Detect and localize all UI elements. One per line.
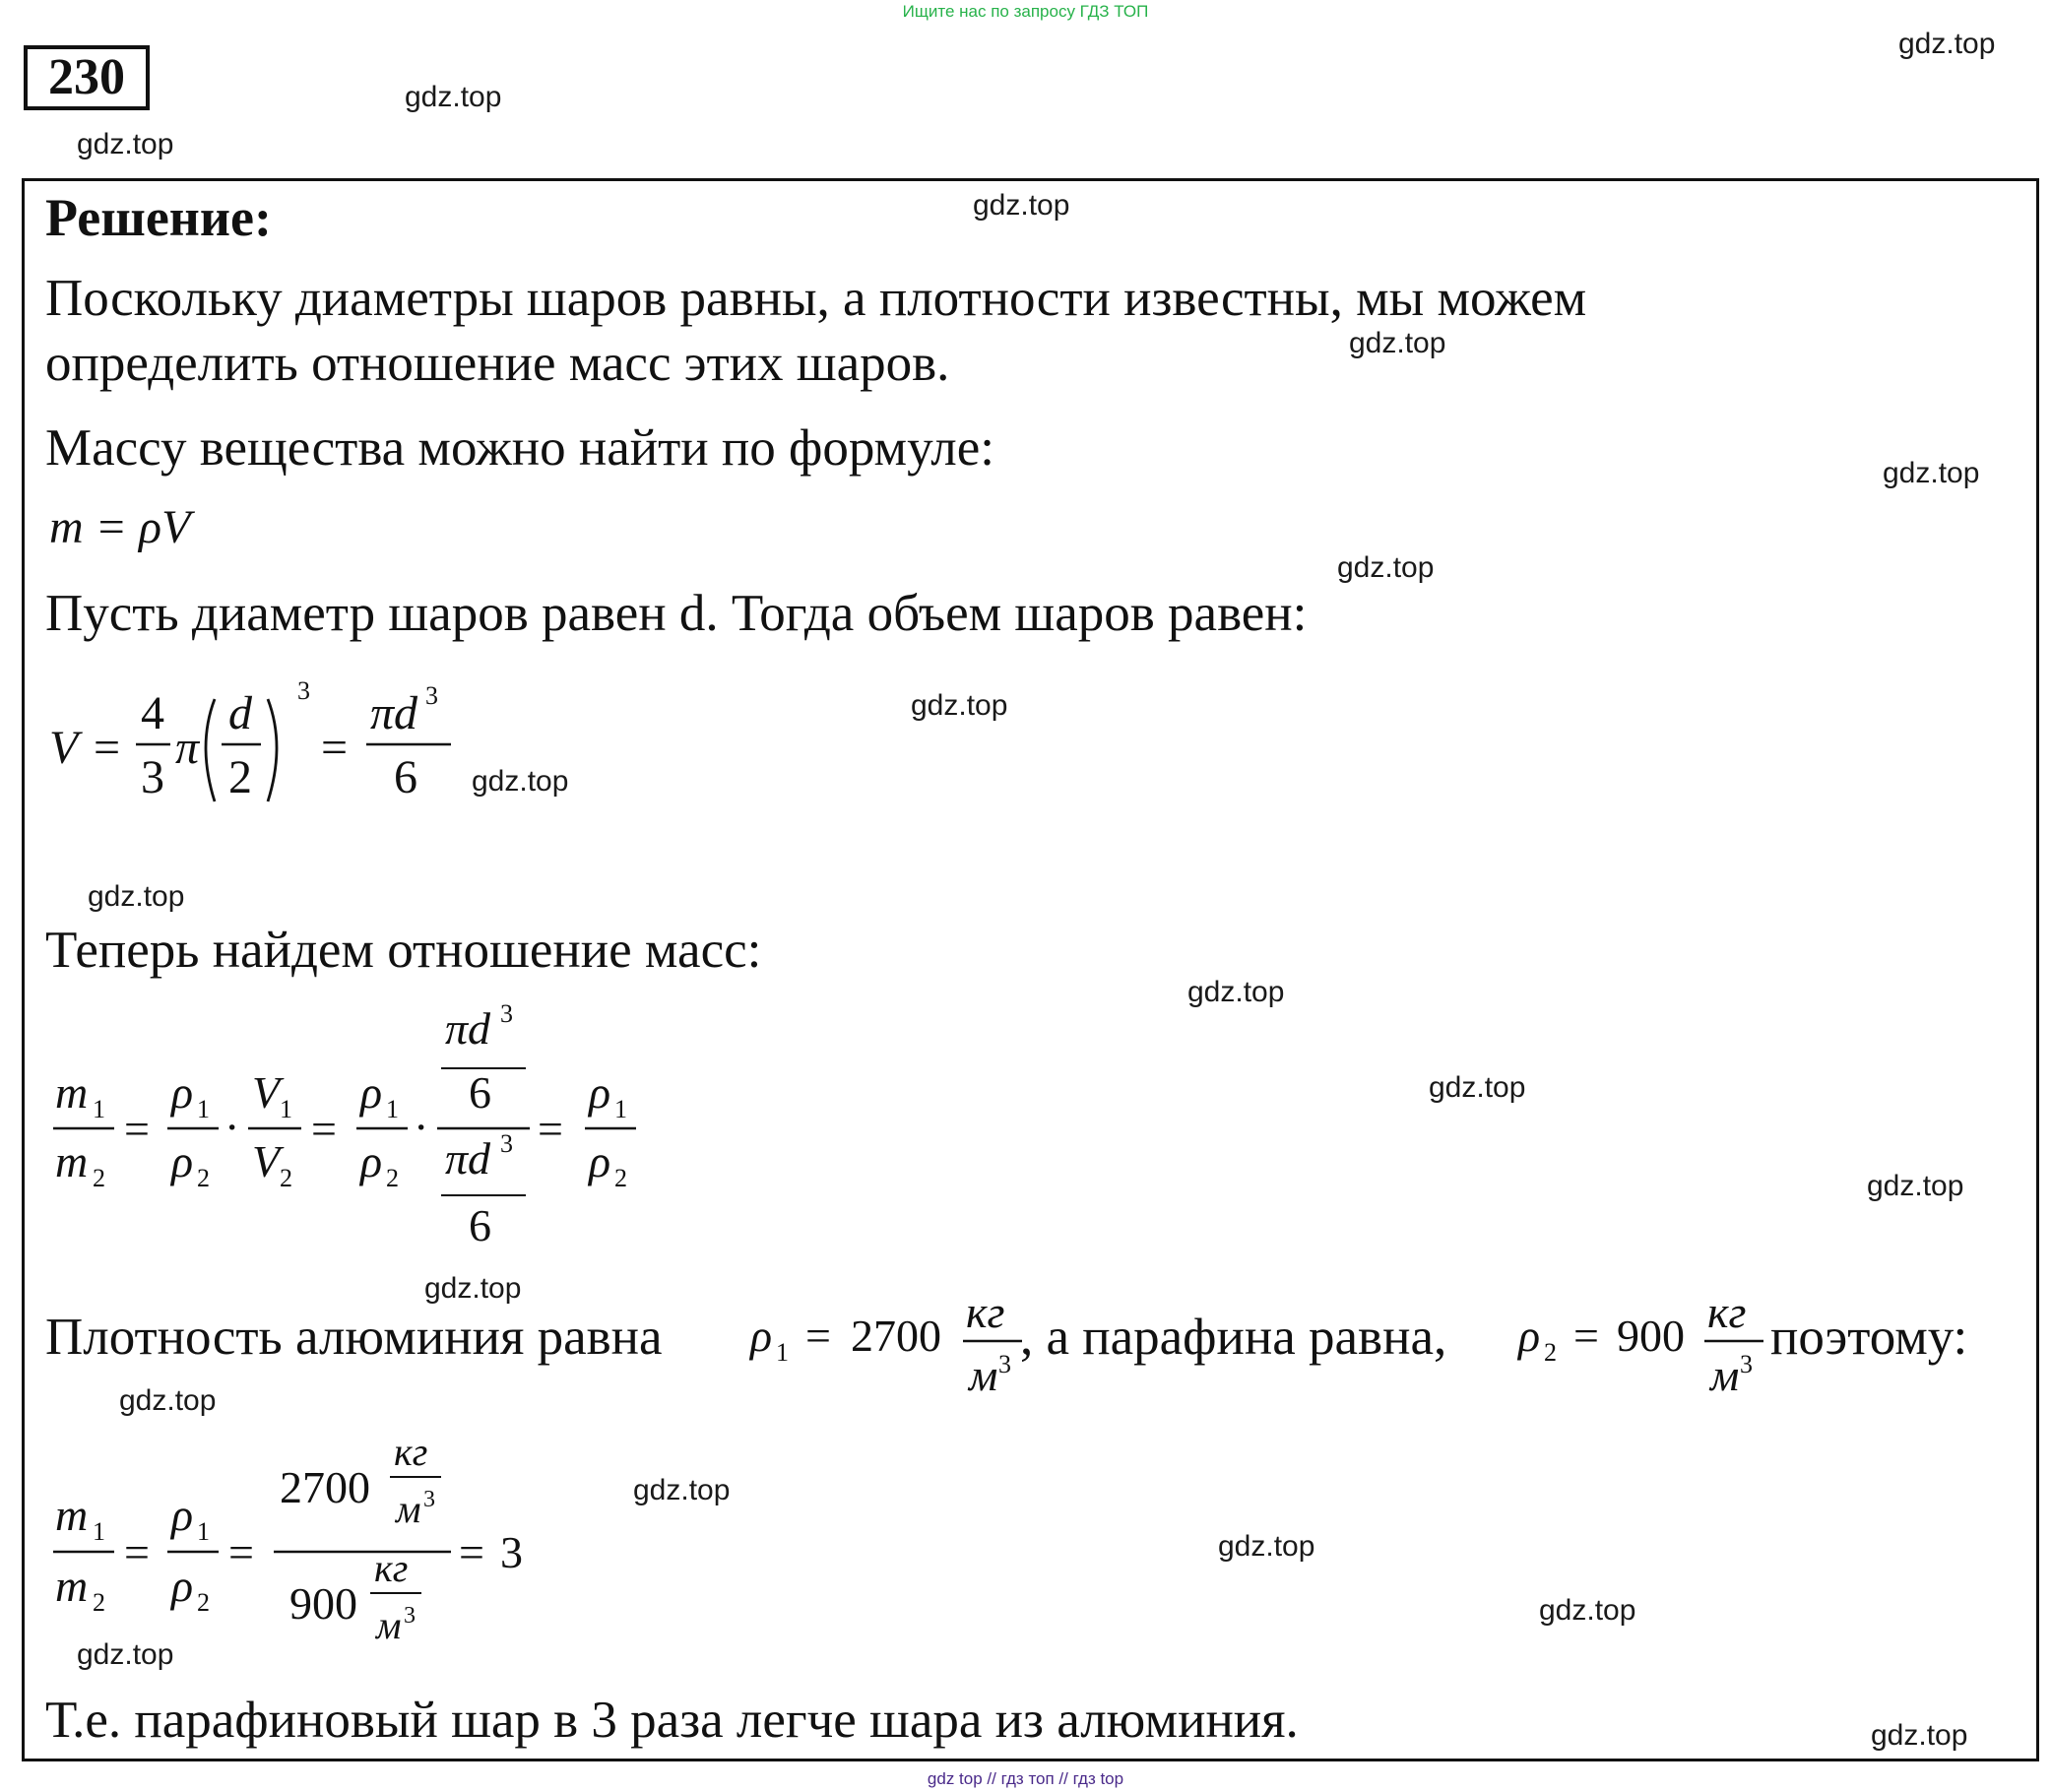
svg-text:V: V: [252, 1136, 281, 1186]
svg-text:3: 3: [297, 676, 310, 705]
watermark: gdz.top: [973, 189, 1070, 222]
result-value: 3: [500, 1527, 523, 1577]
watermark: gdz.top: [88, 880, 185, 913]
watermark: gdz.top: [633, 1474, 731, 1506]
density-value: 900: [1617, 1311, 1685, 1361]
svg-text:3: 3: [425, 681, 438, 710]
svg-text:=: =: [805, 1311, 831, 1361]
svg-text:6: 6: [394, 751, 417, 803]
svg-text:m: m: [55, 1490, 89, 1540]
solution-text-line: Плотность алюминия равна: [45, 1309, 663, 1366]
svg-text:π: π: [175, 722, 200, 774]
svg-text:=: =: [124, 1527, 150, 1577]
svg-text:1: 1: [386, 1095, 399, 1123]
solution-text-line: , а парафина равна,: [1020, 1309, 1447, 1366]
unit-denominator: м: [1710, 1350, 1740, 1400]
watermark: gdz.top: [1218, 1530, 1315, 1563]
svg-text:ρ: ρ: [171, 1561, 194, 1611]
solution-text-line: Пусть диаметр шаров равен d. Тогда объем шаров равен:: [45, 585, 1308, 642]
unit-numerator: кг: [394, 1432, 428, 1474]
watermark: gdz.top: [911, 689, 1008, 722]
svg-text:=: =: [94, 722, 121, 774]
svg-text:=: =: [321, 722, 349, 774]
watermark: gdz.top: [472, 765, 569, 798]
watermark: gdz.top: [1867, 1170, 1964, 1202]
density-symbol: ρ: [750, 1311, 773, 1361]
svg-text:=: =: [538, 1104, 563, 1154]
watermark: gdz.top: [1337, 551, 1435, 584]
svg-text:2: 2: [197, 1164, 210, 1192]
svg-text:6: 6: [469, 1200, 491, 1250]
density-paraffin: [1512, 1280, 1768, 1408]
conclusion-text: Т.е. парафиновый шар в 3 раза легче шара из алюминия.: [45, 1692, 1299, 1749]
svg-text:2: 2: [280, 1164, 292, 1192]
svg-text:2: 2: [93, 1588, 105, 1617]
solution-text-line: поэтому:: [1770, 1309, 1968, 1366]
unit-power: 3: [998, 1350, 1011, 1378]
watermark: gdz.top: [1429, 1071, 1526, 1104]
svg-text:2: 2: [228, 751, 252, 803]
unit-power: 3: [423, 1487, 435, 1512]
search-hint: Ищите нас по запросу ГДЗ ТОП: [902, 2, 1149, 21]
svg-text:1: 1: [280, 1095, 292, 1123]
svg-text:V: V: [252, 1067, 281, 1118]
solution-text-line: Теперь найдем отношение масс:: [45, 922, 762, 979]
svg-text:=: =: [459, 1527, 484, 1577]
watermark: gdz.top: [1883, 457, 1980, 489]
svg-text:=: =: [228, 1527, 254, 1577]
svg-text:1: 1: [93, 1095, 105, 1123]
svg-text:V: V: [49, 722, 79, 774]
density-aluminium: [744, 1280, 1030, 1408]
solution-text-line: Массу вещества можно найти по формуле:: [45, 419, 994, 477]
footer-links: gdz top // гдз топ // гдз top: [927, 1769, 1124, 1788]
svg-text:·: ·: [224, 1102, 240, 1152]
svg-text:m: m: [55, 1136, 89, 1186]
unit-numerator: кг: [1707, 1287, 1747, 1337]
unit-denominator: м: [376, 1603, 402, 1647]
svg-text:3: 3: [500, 999, 513, 1028]
density-value: 2700: [851, 1311, 941, 1361]
svg-text:2: 2: [614, 1164, 627, 1192]
svg-text:m: m: [55, 1067, 89, 1118]
watermark: gdz.top: [1898, 28, 1996, 60]
svg-text:·: ·: [414, 1102, 429, 1152]
mass-ratio-formula: [43, 994, 673, 1260]
density-subscript: 1: [776, 1338, 789, 1367]
unit-numerator: кг: [966, 1287, 1005, 1337]
density-subscript: 2: [1544, 1338, 1557, 1367]
density-value: 900: [289, 1578, 357, 1629]
svg-text:πd: πd: [370, 687, 418, 739]
svg-text:ρ: ρ: [171, 1490, 194, 1540]
watermark: gdz.top: [119, 1384, 217, 1417]
watermark: gdz.top: [1871, 1719, 1968, 1752]
solution-heading: Решение:: [45, 188, 272, 247]
svg-text:1: 1: [93, 1517, 105, 1546]
svg-text:4: 4: [141, 687, 164, 739]
watermark: gdz.top: [77, 1638, 174, 1671]
svg-text:2: 2: [386, 1164, 399, 1192]
svg-text:6: 6: [469, 1067, 491, 1118]
svg-text:ρ: ρ: [171, 1136, 194, 1186]
svg-text:πd: πd: [445, 1003, 491, 1054]
svg-text:ρ: ρ: [589, 1136, 611, 1186]
watermark: gdz.top: [424, 1272, 522, 1305]
solution-text-line: определить отношение масс этих шаров.: [45, 335, 950, 392]
svg-text:d: d: [228, 687, 252, 739]
density-symbol: ρ: [1518, 1311, 1541, 1361]
density-value: 2700: [280, 1462, 370, 1512]
svg-text:m: m: [55, 1561, 89, 1611]
svg-text:3: 3: [500, 1129, 513, 1158]
watermark: gdz.top: [77, 128, 174, 160]
mass-formula: m = ρV: [49, 501, 191, 553]
unit-power: 3: [1740, 1350, 1753, 1378]
svg-text:2: 2: [93, 1164, 105, 1192]
svg-text:1: 1: [197, 1095, 210, 1123]
svg-text:ρ: ρ: [360, 1067, 383, 1118]
svg-text:1: 1: [197, 1517, 210, 1546]
svg-text:πd: πd: [445, 1133, 491, 1184]
svg-text:2: 2: [197, 1588, 210, 1617]
solution-text-line: Поскольку диаметры шаров равны, а плотности известны, мы можем: [45, 270, 1587, 327]
watermark: gdz.top: [1187, 976, 1285, 1008]
volume-formula: [39, 670, 473, 817]
svg-text:=: =: [1573, 1311, 1599, 1361]
svg-text:1: 1: [614, 1095, 627, 1123]
svg-text:ρ: ρ: [360, 1136, 383, 1186]
svg-text:ρ: ρ: [589, 1067, 611, 1118]
problem-number: 230: [24, 45, 150, 110]
svg-text:=: =: [311, 1104, 337, 1154]
watermark: gdz.top: [405, 81, 502, 113]
unit-numerator: кг: [374, 1546, 409, 1590]
final-calculation: [43, 1432, 555, 1674]
svg-text:ρ: ρ: [171, 1067, 194, 1118]
unit-power: 3: [404, 1603, 416, 1629]
svg-text:3: 3: [141, 751, 164, 803]
unit-denominator: м: [969, 1350, 998, 1400]
unit-denominator: м: [396, 1487, 421, 1531]
svg-text:=: =: [124, 1104, 150, 1154]
watermark: gdz.top: [1349, 327, 1446, 359]
watermark: gdz.top: [1539, 1594, 1636, 1627]
